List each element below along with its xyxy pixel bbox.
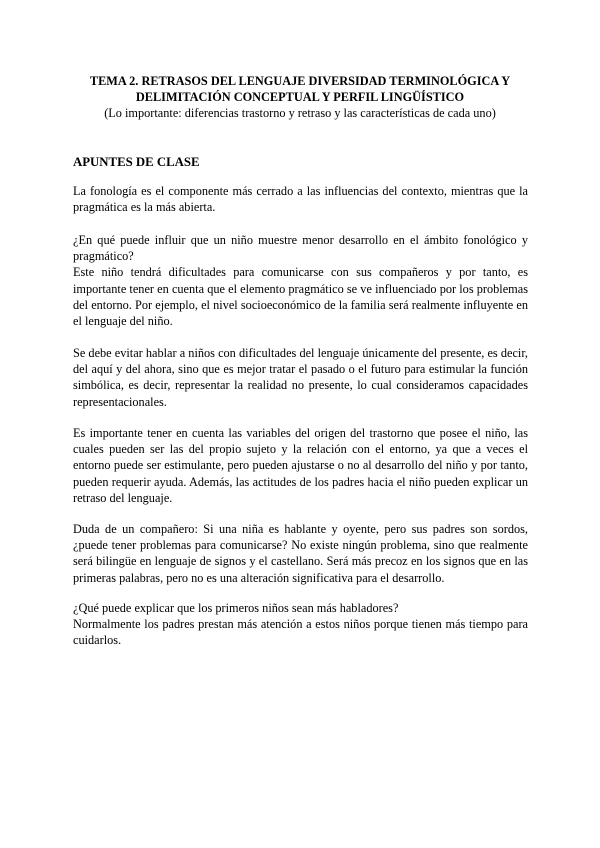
question-text: ¿Qué puede explicar que los primeros niños sean más habladores? [73, 601, 399, 615]
question-text: ¿En qué puede influir que un niño muestre menor desarrollo en el ámbito fonológico y pragmático? [73, 233, 528, 264]
section-heading: APUNTES DE CLASE [73, 155, 200, 169]
document-title: TEMA 2. RETRASOS DEL LENGUAJE DIVERSIDAD TERMINOLÓGICA Y DELIMITACIÓN CONCEPTUAL Y PERFIL LINGÜÍSTICO [89, 74, 511, 104]
document-subtitle: (Lo importante: diferencias trastorno y retraso y las características de cada uno) [104, 106, 496, 120]
answer-text: Normalmente los padres prestan más atención a estos niños porque tienen más tiempo para cuidarlos. [73, 617, 528, 648]
paragraph-1: La fonología es el componente más cerrado a las influencias del contexto, mientras que la pragmática es la más abierta. [73, 184, 528, 215]
paragraph-6 [73, 600, 528, 649]
paragraph-5: Duda de un compañero: Si una niña es hablante y oyente, pero sus padres son sordos, ¿puede tener problemas para comunicarse? No existe ningún problema, sino que realmente será bilingüe en lenguaje de signos y el castellano. Será más precoz en los signos que en las primeras palabras, pero no es una alteración significativa para el desarrollo. [73, 522, 528, 585]
paragraph-2 [73, 232, 528, 329]
paragraph-4: Es importante tener en cuenta las variables del origen del trastorno que posee el niño, las cuales pueden ser las del propio sujeto y la relación con el entorno, ya que a veces el entorno puede ser estimulante, pero pueden ajustarse o no al desarrollo del niño y por tanto, pueden requerir ayuda. Además, las actitudes de los padres hacia el niño pueden explicar un retraso del lenguaje. [73, 426, 528, 505]
answer-text: Este niño tendrá dificultades para comunicarse con sus compañeros y por tanto, es importante tener en cuenta que el elemento pragmático se ve influenciado por los problemas del entorno. Por ejemplo, el nivel socioeconómico de la familia será realmente influyente en el lenguaje del niño. [73, 265, 528, 329]
paragraph-3: Se debe evitar hablar a niños con dificultades del lenguaje únicamente del presente, es decir, del aquí y del ahora, sino que es mejor tratar el pasado o el futuro para estimular la función simbólica, es decir, representar la realidad no presente, lo cual consideramos capacidades representacionales. [73, 346, 528, 409]
